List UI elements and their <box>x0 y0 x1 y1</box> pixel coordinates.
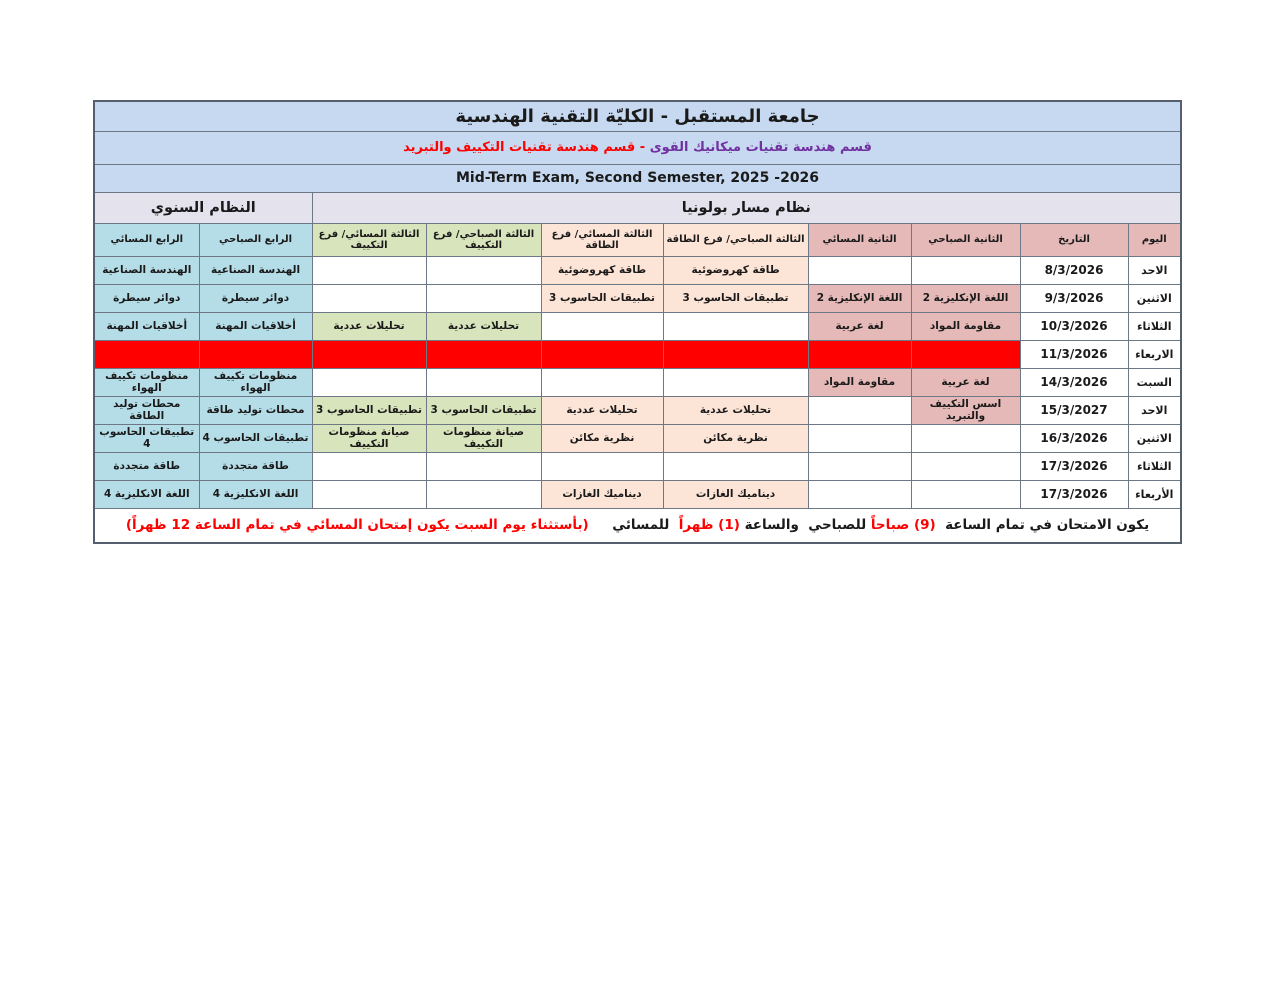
day-cell: الاثنين <box>1128 284 1181 312</box>
department-title-row <box>94 131 1181 164</box>
subject-cell-fourth-morning: محطات توليد طاقة <box>199 396 312 424</box>
subject-cell-fourth-morning: تطبيقات الحاسوب 4 <box>199 424 312 452</box>
table-row <box>94 340 1181 368</box>
subject-cell-fourth-evening: اللغة الانكليزية 4 <box>94 480 199 508</box>
footer-note <box>94 508 1181 543</box>
subject-cell-fourth-evening: الهندسة الصناعية <box>94 256 199 284</box>
subject-cell-second-morning <box>911 424 1020 452</box>
subject-cell-third-morning-energy <box>663 368 808 396</box>
column-header-day: اليوم <box>1128 223 1181 256</box>
department-title <box>94 131 1181 164</box>
subject-cell-second-evening <box>808 424 911 452</box>
day-cell: الأربعاء <box>1128 480 1181 508</box>
subject-cell-third-evening-ac <box>312 340 426 368</box>
table-row <box>94 284 1181 312</box>
subject-cell-third-morning-ac <box>426 340 541 368</box>
table-row <box>94 256 1181 284</box>
university-title-row <box>94 101 1181 131</box>
day-cell: الثلاثاء <box>1128 312 1181 340</box>
date-cell: 15/3/2027 <box>1020 396 1128 424</box>
table-row <box>94 396 1181 424</box>
subject-cell-second-evening: لغة عربية <box>808 312 911 340</box>
subject-cell-fourth-evening: منظومات تكييف الهواء <box>94 368 199 396</box>
subject-cell-third-evening-energy <box>541 452 663 480</box>
subject-cell-second-morning <box>911 480 1020 508</box>
table-row <box>94 424 1181 452</box>
day-cell: الاثنين <box>1128 424 1181 452</box>
department-title-segment: قسم هندسة تقنيات ميكانيك القوى <box>645 140 872 155</box>
subject-cell-third-morning-ac <box>426 284 541 312</box>
subject-cell-second-morning: اللغة الإنكليزية 2 <box>911 284 1020 312</box>
subject-cell-third-evening-ac <box>312 284 426 312</box>
footer-note-segment: يكون الامتحان في تمام الساعة <box>935 517 1150 534</box>
subject-cell-third-evening-energy <box>541 368 663 396</box>
footer-note-segment: للصباحي والساعة <box>739 517 871 534</box>
column-header-third-evening-energy: الثالثة المسائي/ فرع الطاقة <box>541 223 663 256</box>
exam-timetable <box>93 100 1182 544</box>
subject-cell-second-morning: اسس التكييف والتبريد <box>911 396 1020 424</box>
subject-cell-third-evening-energy <box>541 312 663 340</box>
day-cell: الثلاثاء <box>1128 452 1181 480</box>
footer-note-segment: (1) ظهراً <box>678 517 740 534</box>
day-cell: الاحد <box>1128 256 1181 284</box>
subject-cell-second-evening <box>808 452 911 480</box>
table-row <box>94 312 1181 340</box>
subject-cell-third-evening-energy: ديناميك الغازات <box>541 480 663 508</box>
footer-note-segment: (9) صباحاً <box>870 517 936 534</box>
subject-cell-fourth-morning: أخلاقيات المهنة <box>199 312 312 340</box>
date-cell: 9/3/2026 <box>1020 284 1128 312</box>
subject-cell-third-morning-energy: ديناميك الغازات <box>663 480 808 508</box>
column-header-fourth-evening: الرابع المسائي <box>94 223 199 256</box>
subject-cell-third-evening-ac: تحليلات عددية <box>312 312 426 340</box>
day-cell: السبت <box>1128 368 1181 396</box>
date-cell: 10/3/2026 <box>1020 312 1128 340</box>
exam-schedule-sheet <box>93 100 1180 544</box>
subject-cell-fourth-morning: الهندسة الصناعية <box>199 256 312 284</box>
subject-cell-third-morning-energy: نظرية مكائن <box>663 424 808 452</box>
subject-cell-third-evening-energy: نظرية مكائن <box>541 424 663 452</box>
subject-cell-second-morning: لغة عربية <box>911 368 1020 396</box>
subject-cell-second-evening <box>808 480 911 508</box>
subject-cell-third-evening-ac <box>312 452 426 480</box>
subject-cell-fourth-evening: دوائر سيطرة <box>94 284 199 312</box>
column-header-second-morning: الثانية الصباحي <box>911 223 1020 256</box>
footer-note-segment: للمسائي <box>588 517 679 534</box>
day-cell: الاحد <box>1128 396 1181 424</box>
subject-cell-second-evening <box>808 340 911 368</box>
subject-cell-third-morning-ac <box>426 452 541 480</box>
exam-title: Mid-Term Exam, Second Semester, 2025 -2026 <box>94 164 1181 192</box>
subject-cell-third-morning-ac: تحليلات عددية <box>426 312 541 340</box>
subject-cell-third-evening-ac <box>312 480 426 508</box>
footer-note-segment: (بأستثناء يوم السبت يكون إمتحان المسائي في تمام الساعة 12 ظهراً) <box>125 517 589 534</box>
subject-cell-fourth-evening: محطات توليد الطاقة <box>94 396 199 424</box>
table-row <box>94 480 1181 508</box>
column-header-date: التاريخ <box>1020 223 1128 256</box>
subject-cell-third-evening-ac: صيانة منظومات التكييف <box>312 424 426 452</box>
subject-cell-second-evening: اللغة الإنكليزية 2 <box>808 284 911 312</box>
subject-cell-third-evening-ac: تطبيقات الحاسوب 3 <box>312 396 426 424</box>
subject-cell-third-morning-energy: تطبيقات الحاسوب 3 <box>663 284 808 312</box>
table-row <box>94 368 1181 396</box>
table-row <box>94 452 1181 480</box>
date-cell: 14/3/2026 <box>1020 368 1128 396</box>
subject-cell-third-evening-energy: تحليلات عددية <box>541 396 663 424</box>
column-header-second-evening: الثانية المسائي <box>808 223 911 256</box>
department-title-segment: - قسم هندسة تقنيات التكييف والتبريد <box>403 140 646 155</box>
date-cell: 8/3/2026 <box>1020 256 1128 284</box>
subject-cell-third-morning-ac <box>426 256 541 284</box>
column-header-row <box>94 223 1181 256</box>
subject-cell-second-morning: مقاومة المواد <box>911 312 1020 340</box>
subject-cell-fourth-morning: طاقة متجددة <box>199 452 312 480</box>
subject-cell-fourth-morning <box>199 340 312 368</box>
subject-cell-fourth-evening: تطبيقات الحاسوب 4 <box>94 424 199 452</box>
subject-cell-third-morning-ac <box>426 480 541 508</box>
annual-system-header: النظام السنوي <box>94 192 312 223</box>
bologna-system-header: نظام مسار بولونيا <box>312 192 1181 223</box>
subject-cell-third-morning-energy <box>663 452 808 480</box>
date-cell: 17/3/2026 <box>1020 452 1128 480</box>
subject-cell-fourth-morning: دوائر سيطرة <box>199 284 312 312</box>
subject-cell-third-morning-energy: طاقة كهروضوئية <box>663 256 808 284</box>
column-header-third-evening-ac: الثالثة المسائي/ فرع التكييف <box>312 223 426 256</box>
footer-row <box>94 508 1181 543</box>
day-cell: الاربعاء <box>1128 340 1181 368</box>
subject-cell-fourth-morning: منظومات تكييف الهواء <box>199 368 312 396</box>
systems-header-row <box>94 192 1181 223</box>
subject-cell-fourth-evening <box>94 340 199 368</box>
subject-cell-fourth-morning: اللغة الانكليزية 4 <box>199 480 312 508</box>
subject-cell-second-evening: مقاومة المواد <box>808 368 911 396</box>
subject-cell-third-morning-ac <box>426 368 541 396</box>
date-cell: 11/3/2026 <box>1020 340 1128 368</box>
subject-cell-third-morning-ac: صيانة منظومات التكييف <box>426 424 541 452</box>
subject-cell-third-morning-energy: تحليلات عددية <box>663 396 808 424</box>
date-cell: 16/3/2026 <box>1020 424 1128 452</box>
subject-cell-third-morning-energy <box>663 340 808 368</box>
column-header-fourth-morning: الرابع الصباحي <box>199 223 312 256</box>
subject-cell-fourth-evening: أخلاقيات المهنة <box>94 312 199 340</box>
column-header-third-morning-ac: الثالثة الصباحي/ فرع التكييف <box>426 223 541 256</box>
subject-cell-second-evening <box>808 396 911 424</box>
date-cell: 17/3/2026 <box>1020 480 1128 508</box>
subject-cell-third-evening-ac <box>312 256 426 284</box>
subject-cell-third-evening-energy <box>541 340 663 368</box>
subject-cell-third-evening-energy: تطبيقات الحاسوب 3 <box>541 284 663 312</box>
exam-title-row <box>94 164 1181 192</box>
column-header-third-morning-energy: الثالثة الصباحي/ فرع الطاقة <box>663 223 808 256</box>
subject-cell-second-morning <box>911 340 1020 368</box>
page-title: جامعة المستقبل - الكليّة التقنية الهندسية <box>94 101 1181 131</box>
subject-cell-third-evening-ac <box>312 368 426 396</box>
subject-cell-fourth-evening: طاقة متجددة <box>94 452 199 480</box>
subject-cell-second-morning <box>911 452 1020 480</box>
subject-cell-third-morning-energy <box>663 312 808 340</box>
subject-cell-third-morning-ac: تطبيقات الحاسوب 3 <box>426 396 541 424</box>
subject-cell-third-evening-energy: طاقة كهروضوئية <box>541 256 663 284</box>
subject-cell-second-morning <box>911 256 1020 284</box>
subject-cell-second-evening <box>808 256 911 284</box>
